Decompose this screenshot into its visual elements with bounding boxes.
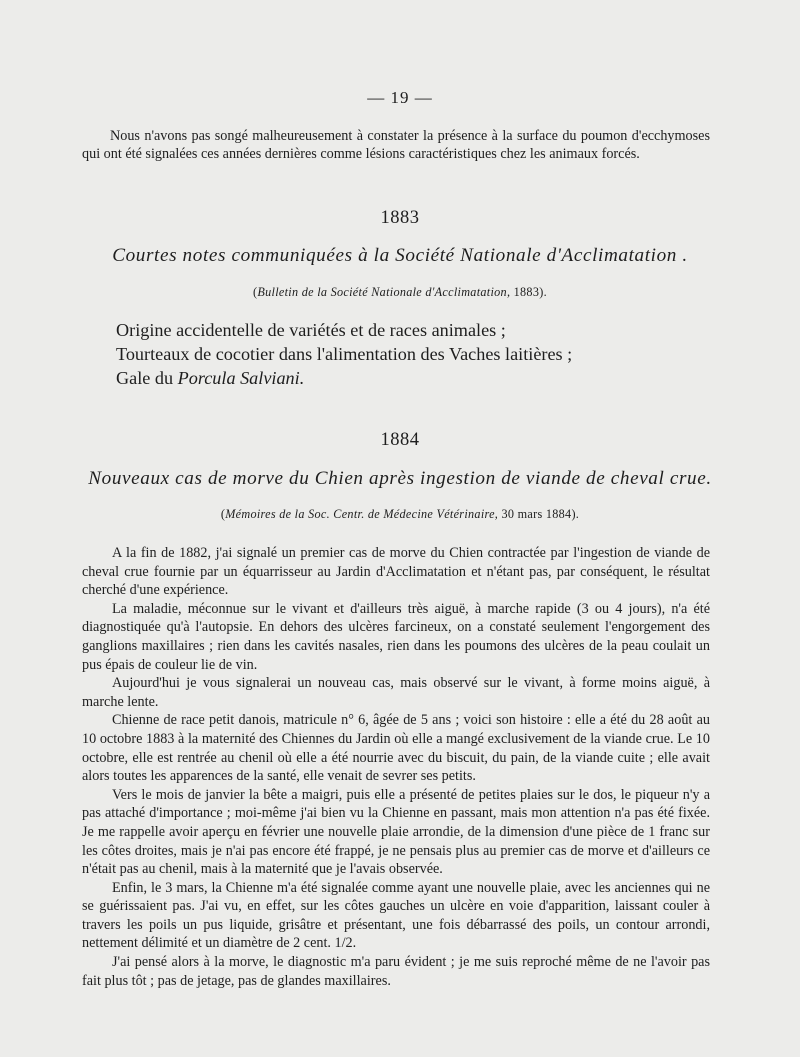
source-title: Mémoires de la Soc. Centr. de Médecine Vétérinaire,	[225, 507, 499, 521]
source-prefix: (	[220, 507, 226, 521]
body-paragraph: A la fin de 1882, j'ai signalé un premier cas de morve du Chien contractée par l'ingestion de viande de cheval crue fournie par un équarrisseur au Jardin d'Acclimatation et n'étant pas, par conséquent, le résultat cherché d'une expérience.	[82, 545, 710, 599]
topic-item: Tourteaux de cocotier dans l'alimentation des Vaches laitières ;	[116, 344, 573, 365]
topic-item: Origine accidentelle de variétés et de races animales ;	[116, 320, 506, 340]
topic-item-species: Porcula Salviani.	[177, 368, 305, 389]
body-paragraph: Enfin, le 3 mars, la Chienne m'a été signalée comme ayant une nouvelle plaie, avec les anciennes qui ne se guérissaient pas. J'ai vu, en effet, sur les côtes gauches un ulcère en voie d'apparition, laissant couler à travers les poils un pus liquide, grisâtre et présentant, une fois débarrassé des poils, un contour arrondi, nettement délimité et un diamètre de 2 cent. 1/2.	[82, 879, 710, 952]
body-paragraph: J'ai pensé alors à la morve, le diagnostic m'a paru évident ; je me suis reproché même de ne l'avoir pas fait plus tôt ; pas de jetage, pas de glandes maxillaires.	[82, 954, 710, 989]
body-paragraph: Chienne de race petit danois, matricule n° 6, âgée de 5 ans ; voici son histoire : elle a été du 28 août au 10 octobre 1883 à la maternité des Chiennes du Jardin où elle a mangé exclusivement de la viande crue. Le 10 octobre, elle est rentrée au chenil où elle a été nourrie avec du biscuit, du pain, de la viande cuite ; elle avait alors toutes les apparences de la santé, elle venait de sevrer ses petits.	[82, 712, 710, 785]
source-citation-1884	[0, 507, 800, 522]
source-citation-1883	[0, 285, 800, 300]
section-title-1883: Courtes notes communiquées à la Société Nationale d'Acclimatation .	[112, 245, 688, 266]
source-suffix: 1883).	[510, 285, 547, 299]
body-paragraph: La maladie, méconnue sur le vivant et d'ailleurs très aiguë, à marche rapide (3 ou 4 jours), n'a été diagnostiquée qu'à l'autopsie. En dehors des ulcères farcineux, on a constaté seulement l'engorgement des ganglions maxillaires ; rien dans les cavités nasales, rien dans les poumons des ulcères de la peau coulait un pus épais de couleur lie de vin.	[82, 600, 710, 673]
section-title-1884: Nouveaux cas de morve du Chien après ingestion de viande de cheval crue.	[88, 468, 712, 489]
year-heading-1884: 1884	[380, 430, 420, 450]
body-text-1884	[82, 544, 710, 990]
page-number: — 19 —	[367, 88, 433, 107]
topic-item-prefix: Gale du	[116, 368, 178, 389]
body-paragraph: Vers le mois de janvier la bête a maigri, puis elle a présenté de petites plaies sur le dos, le piqueur n'y a pas attaché d'importance ; moi-même j'ai bien vu la Chienne en passant, mais mon attention n'a pas été fixée. Je me rappelle avoir aperçu en février une nouvelle plaie arrondie, de la dimension d'une pièce de 1 franc sur les côtes droites, mais je n'ai pas encore été frappé, je ne pensais plus au premier cas de morve et d'ailleurs ce n'était pas au chenil, mais à la maternité que je l'avais observée.	[82, 786, 710, 878]
topic-list-1883	[116, 318, 716, 391]
intro-paragraph: Nous n'avons pas songé malheureusement à constater la présence à la surface du poumon d'ecchymoses qui ont été signalées ces années dernières comme lésions caractéristiques chez les animaux forcés.	[82, 128, 710, 163]
year-heading-1883: 1883	[380, 208, 420, 228]
topic-item	[116, 366, 716, 390]
source-title: Bulletin de la Société Nationale d'Acclimatation,	[257, 285, 511, 299]
body-paragraph: Aujourd'hui je vous signalerai un nouveau cas, mais observé sur le vivant, à forme moins aiguë, à marche lente.	[82, 675, 710, 710]
source-prefix: (	[253, 285, 258, 299]
source-suffix: 30 mars 1884).	[498, 507, 580, 521]
